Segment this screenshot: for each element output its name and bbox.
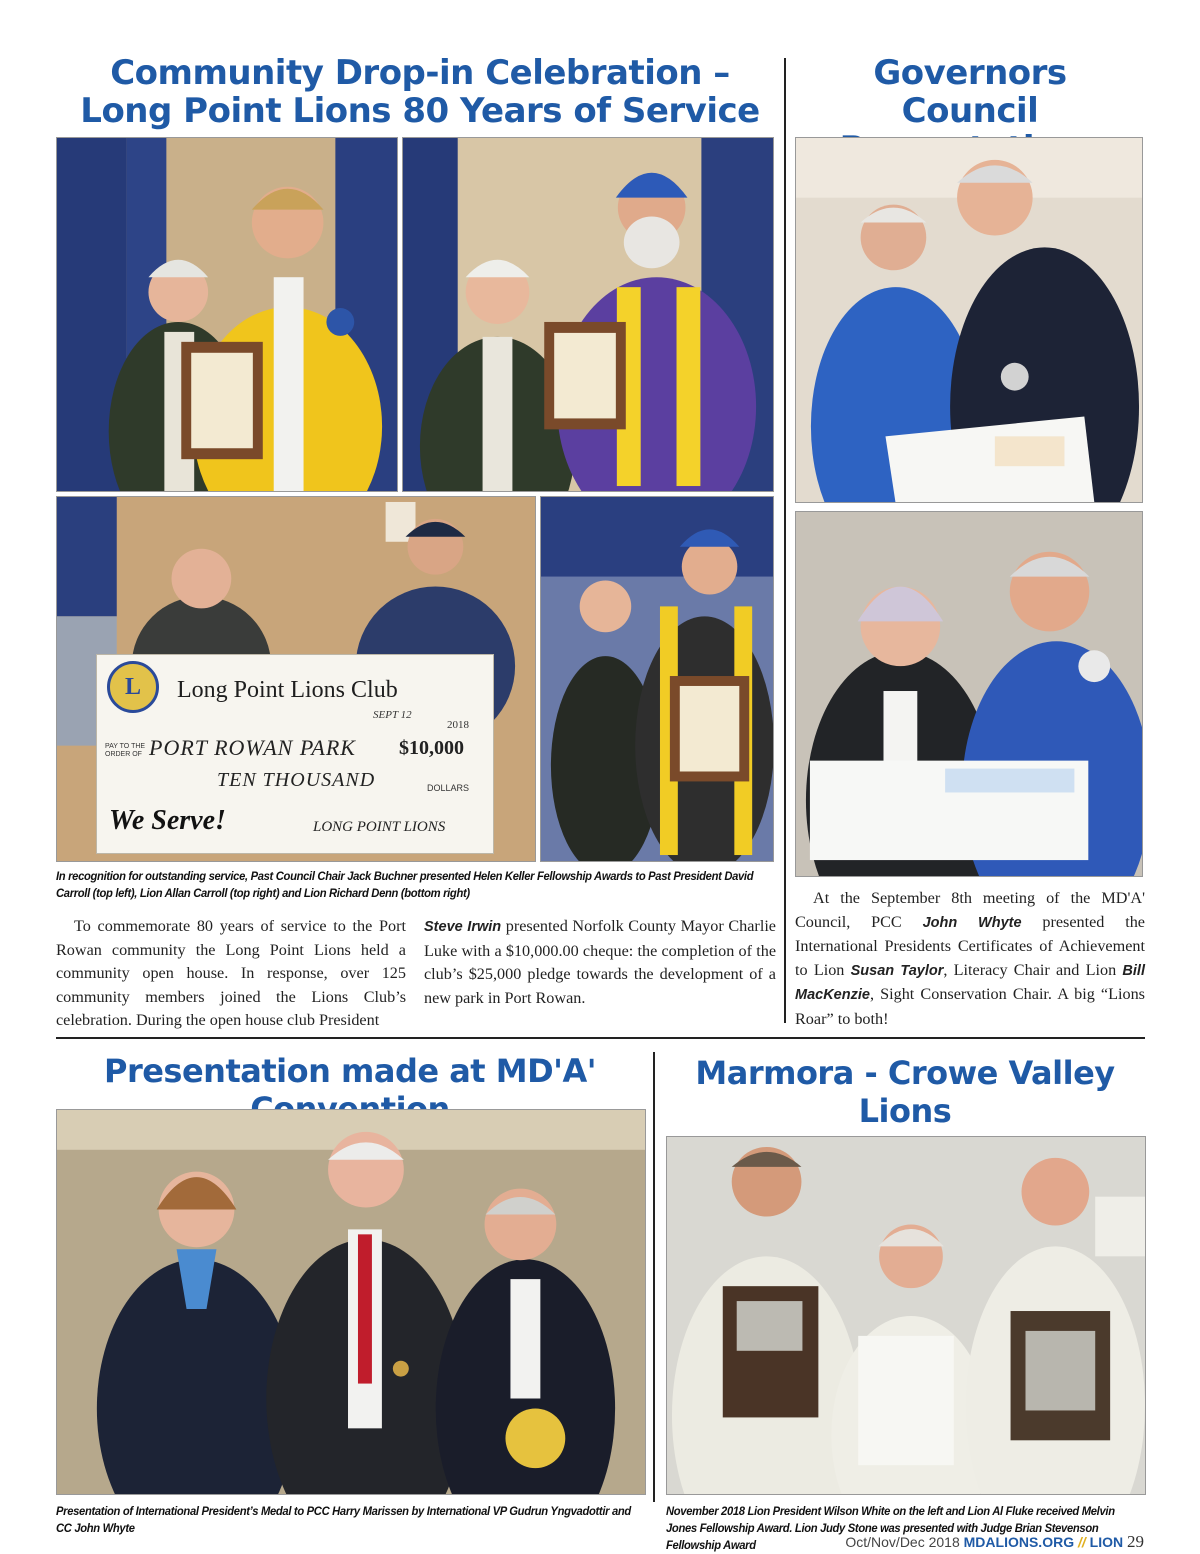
cheque-dollars-label: DOLLARS [427, 783, 470, 793]
photo-governors-susan-taylor [795, 511, 1143, 877]
cheque [96, 654, 494, 854]
photo-mda-convention [56, 1109, 646, 1495]
cheque-amount-words: TEN THOUSAND [217, 769, 376, 791]
community-body-col1-text: To commemorate 80 years of service to the Port Rowan community the Long Point Lions held a community open house. In response, over 125 community members joined the Lions Club’s celebration. During the open house club President [56, 917, 406, 1029]
community-body-col2 [424, 915, 776, 1010]
governors-body [795, 887, 1145, 1031]
community-caption: In recognition for outstanding service, Past Council Chair Jack Buchner presented Helen Keller Fellowship Awards to Past President David Carroll (top left), Lion Allan Carroll (top right) and Lion Richard Denn (bottom right) [56, 869, 754, 900]
photo-marmora-crowe-valley [666, 1136, 1146, 1495]
name-steve-irwin: Steve Irwin [424, 919, 502, 935]
community-body-col1 [56, 915, 406, 1033]
cheque-payee: PORT ROWAN PARK [149, 735, 356, 760]
cheque-year: 2018 [447, 719, 469, 731]
photo-award-allan-carroll [402, 137, 774, 492]
column-divider-top [784, 58, 786, 1023]
community-body-col2-text: presented Norfolk County Mayor Charlie Luke with a $10,000.00 cheque: the completion of the club’s $25,000 pledge towards the development of a new park in Port Rowan. [424, 917, 776, 1007]
footer-site: MDALIONS.ORG [963, 1534, 1075, 1550]
footer-separator: // [1077, 1534, 1086, 1550]
marmora-headline-line2: Lions [858, 1092, 952, 1130]
footer-issue: Oct/Nov/Dec 2018 [845, 1534, 960, 1550]
photo-award-david-carroll [56, 137, 398, 492]
community-headline-line2: Long Point Lions 80 Years of Service [80, 91, 760, 131]
governors-headline-line1: Governors Council [873, 53, 1067, 131]
name-susan-taylor: Susan Taylor [850, 962, 944, 979]
governors-body-mid1: presented the International Presidents Certificates of Achievement to Lion [795, 912, 1145, 979]
community-body-col2-paragraph [424, 915, 776, 1010]
photo-award-richard-denn [540, 496, 774, 862]
cheque-signature: LONG POINT LIONS [313, 819, 446, 835]
footer-magazine: LION [1089, 1534, 1124, 1550]
community-headline [60, 54, 780, 130]
cheque-date: SEPT 12 [373, 709, 412, 721]
governors-body-post: , Sight Conservation Chair. A big “Lions Roar” to both! [795, 985, 1145, 1028]
marmora-caption: November 2018 Lion President Wilson White on the left and Lion Al Fluke received Melvin Jones Fellowship Award. Lion Judy Stone was presented with Judge Brian Stevenson Fellowship Award [666, 1504, 1115, 1552]
cheque-club-name: Long Point Lions Club [177, 677, 398, 703]
marmora-headline [670, 1054, 1140, 1130]
governors-body-paragraph [795, 887, 1145, 1031]
cheque-lions-logo: L [107, 661, 159, 713]
section-divider [56, 1037, 1145, 1039]
cheque-pay-to-label: PAY TO THE ORDER OF [105, 743, 146, 758]
governors-body-pre: At the September 8th meeting of the MD'A' Council, PCC [795, 889, 1145, 931]
governors-body-mid2: , Literacy Chair and Lion [943, 960, 1123, 979]
marmora-headline-line1: Marmora - Crowe Valley [695, 1054, 1115, 1092]
name-bill-mackenzie: Bill MacKenzie [795, 962, 1145, 1003]
mda-headline: Presentation made at MD'A' [103, 1052, 596, 1090]
column-divider-bottom [653, 1052, 655, 1502]
mda-caption: Presentation of International President’s Medal to PCC Harry Marissen by International VP Gudrun Yngvadottir and CC John Whyte [56, 1504, 631, 1535]
name-john-whyte: John Whyte [922, 914, 1022, 931]
cheque-amount: $10,000 [399, 737, 464, 759]
community-headline-line1: Community Drop-in Celebration – [110, 53, 730, 93]
page-footer [845, 1532, 1144, 1552]
cheque-motto: We Serve! [109, 805, 226, 836]
photo-governors-john-whyte [795, 137, 1143, 503]
page-number: 29 [1127, 1532, 1144, 1551]
